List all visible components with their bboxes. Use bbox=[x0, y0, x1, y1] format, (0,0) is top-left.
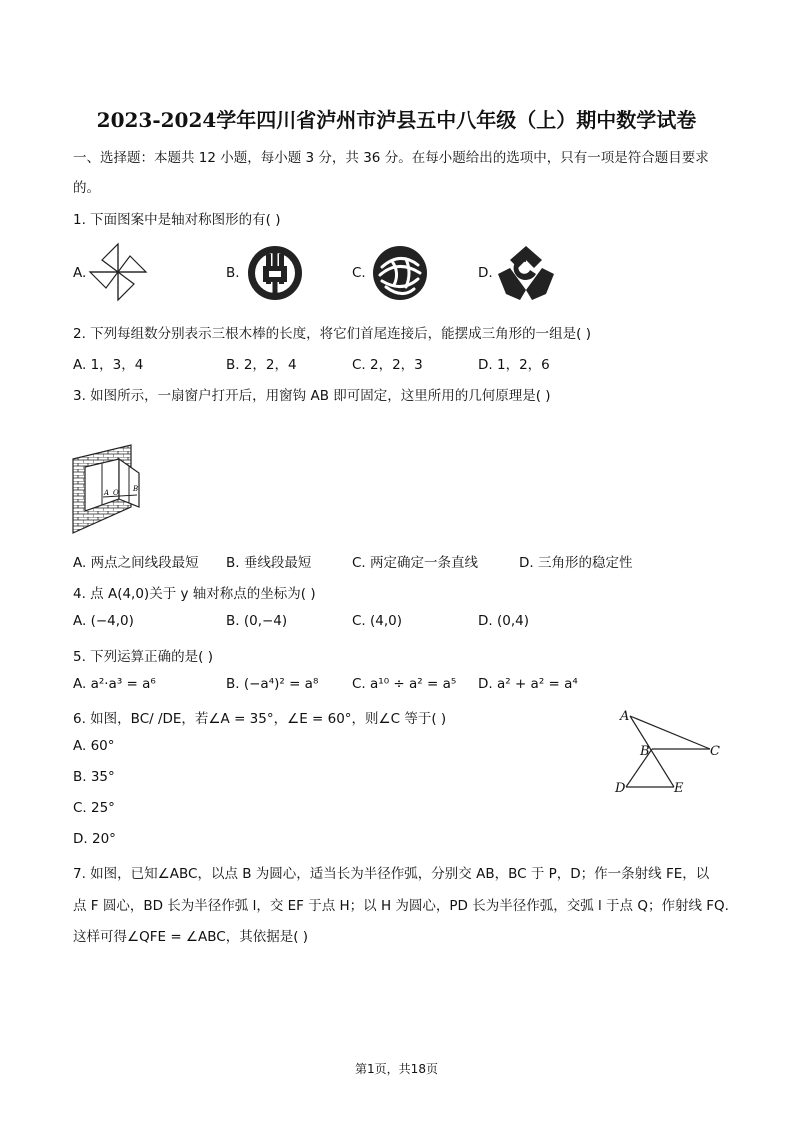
q4-option-a: A. (−4,0) bbox=[73, 613, 134, 629]
q6-label-b: B bbox=[640, 744, 650, 759]
page-footer: 第1页，共18页 bbox=[355, 1062, 438, 1076]
section-heading-line1: 一、选择题：本题共 12 小题，每小题 3 分，共 36 分。在每小题给出的选项中，只有一项是符合题目要求 bbox=[73, 150, 709, 166]
q7-line1: 7. 如图，已知∠ABC，以点 B 为圆心，适当长为半径作弧，分别交 AB，BC 于 P，D；作一条射线 FE，以 bbox=[73, 866, 710, 882]
q3-option-d: D. 三角形的稳定性 bbox=[519, 555, 633, 571]
q6-label-e: E bbox=[674, 781, 684, 796]
bank-logo-figure bbox=[246, 244, 304, 302]
q1-option-a-label: A. bbox=[73, 265, 87, 281]
q3-option-c: C. 两定确定一条直线 bbox=[352, 555, 479, 571]
q5-option-b: B. (−a⁴)² = a⁸ bbox=[226, 676, 319, 692]
china-mobile-logo-figure bbox=[372, 245, 428, 301]
q6-option-b: B. 35° bbox=[73, 769, 115, 785]
q5-option-d: D. a² + a² = a⁴ bbox=[478, 676, 578, 692]
q1-option-b-label: B. bbox=[226, 265, 240, 281]
q1-stem: 1. 下面图案中是轴对称图形的有( ) bbox=[73, 212, 281, 228]
q1-option-d-label: D. bbox=[478, 265, 493, 281]
q6-option-c: C. 25° bbox=[73, 800, 115, 816]
q6-option-d: D. 20° bbox=[73, 831, 116, 847]
q3-option-a: A. 两点之间线段最短 bbox=[73, 555, 199, 571]
q4-option-d: D. (0,4) bbox=[478, 613, 529, 629]
q4-option-b: B. (0,−4) bbox=[226, 613, 288, 629]
q7-line3: 这样可得∠QFE = ∠ABC，其依据是( ) bbox=[73, 929, 309, 945]
section-heading-line2: 的。 bbox=[73, 180, 100, 196]
q6-stem: 6. 如图，BC/ /DE，若∠A = 35°，∠E = 60°，则∠C 等于( ) bbox=[73, 711, 447, 727]
coin-hands-logo-figure bbox=[496, 244, 556, 302]
q6-label-a: A bbox=[620, 709, 630, 724]
q6-label-c: C bbox=[710, 744, 720, 759]
parallel-lines-figure bbox=[612, 704, 722, 798]
q5-stem: 5. 下列运算正确的是( ) bbox=[73, 649, 213, 665]
q2-stem: 2. 下列每组数分别表示三根木棒的长度，将它们首尾连接后，能摆成三角形的一组是( ) bbox=[73, 326, 591, 342]
page-title: 2023-2024学年四川省泸州市泸县五中八年级（上）期中数学试卷 bbox=[96, 108, 697, 132]
q4-option-c: C. (4,0) bbox=[352, 613, 403, 629]
q3-option-b: B. 垂线段最短 bbox=[226, 555, 312, 571]
q3-label-o: O bbox=[113, 489, 119, 497]
q1-option-c-label: C. bbox=[352, 265, 366, 281]
q3-label-b: B bbox=[133, 485, 139, 493]
q3-label-a: A bbox=[104, 489, 110, 497]
q6-label-d: D bbox=[615, 781, 626, 796]
q2-option-c: C. 2，2，3 bbox=[352, 357, 423, 373]
q5-option-c: C. a¹⁰ ÷ a² = a⁵ bbox=[352, 676, 457, 692]
pinwheel-figure bbox=[88, 242, 148, 302]
q4-stem: 4. 点 A(4,0)关于 y 轴对称点的坐标为( ) bbox=[73, 586, 316, 602]
q3-stem: 3. 如图所示，一扇窗户打开后，用窗钩 AB 即可固定，这里所用的几何原理是( ) bbox=[73, 388, 551, 404]
window-figure bbox=[73, 445, 149, 537]
q6-option-a: A. 60° bbox=[73, 738, 115, 754]
q2-option-a: A. 1，3，4 bbox=[73, 357, 144, 373]
q2-option-d: D. 1，2，6 bbox=[478, 357, 550, 373]
q2-option-b: B. 2，2，4 bbox=[226, 357, 297, 373]
q5-option-a: A. a²·a³ = a⁶ bbox=[73, 676, 156, 692]
q7-line2: 点 F 圆心，BD 长为半径作弧 l，交 EF 于点 H；以 H 为圆心，PD 长为半径作弧，交弧 l 于点 Q；作射线 FQ. bbox=[73, 898, 729, 914]
